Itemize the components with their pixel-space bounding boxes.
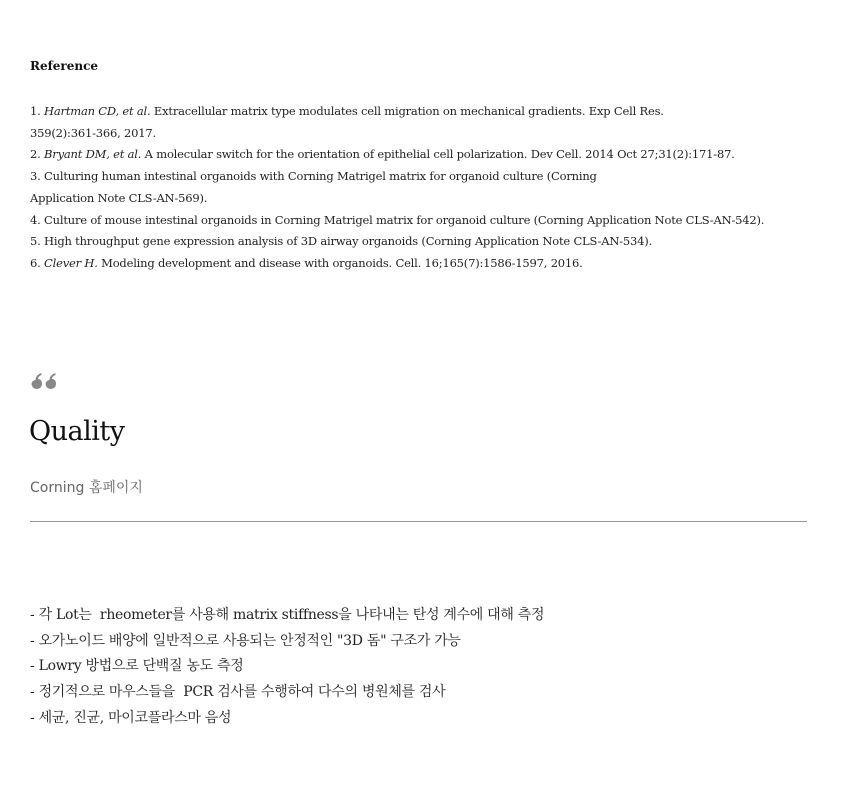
reference-item: 4. Culture of mouse intestinal organoids in Corning Matrigel matrix for organoid culture (Corning Application Note CLS-AN-542). [30,212,765,227]
quality-bullet: - Lowry 방법으로 단백질 농도 측정 [30,658,244,675]
reference-authors: Hartman CD, et al. [44,104,151,118]
reference-authors: Bryant DM, et al. [44,147,142,162]
quality-bullet-list [30,603,820,732]
reference-list [30,101,820,275]
divider [30,521,807,522]
corning-homepage-link[interactable]: Corning 홈페이지 [30,480,143,496]
quality-bullet: - 세균, 진균, 마이코플라스마 음성 [30,709,232,726]
quality-title: Quality [29,416,125,447]
quality-bullet: - 각 Lot는 rheometer를 사용해 matrix stiffness을 나타내는 탄성 계수에 대해 측정 [30,607,545,623]
quote-icon [29,372,59,392]
reference-item: 6. Clever H. Modeling development and disease with organoids. Cell. 16;165(7):1586-1597, 2016. [30,255,583,270]
quality-bullet: - 정기적으로 마우스들을 PCR 검사를 수행하여 다수의 병원체를 검사 [30,684,446,701]
reference-heading: Reference [30,59,99,73]
reference-item: 5. High throughput gene expression analysis of 3D airway organoids (Corning Application Note CLS-AN-534). [30,234,653,249]
reference-authors: Clever H. [44,255,98,270]
quality-bullet: - 오가노이드 배양에 일반적으로 사용되는 안정적인 "3D 돔" 구조가 가능 [30,632,461,649]
reference-item: 2. Bryant DM, et al. A molecular switch for the orientation of epithelial cell polarization. Dev Cell. 2014 Oct 27;31(2):171-87. [30,147,735,162]
reference-item: 1. Hartman CD, et al. Extracellular matrix type modulates cell migration on mechanical gradients. Exp Cell Res. 359(2):361-366, 2017. [30,104,664,140]
reference-item: 3. Culturing human intestinal organoids with Corning Matrigel matrix for organoid culture (Corning Application Note CLS-AN-569). [30,169,597,205]
